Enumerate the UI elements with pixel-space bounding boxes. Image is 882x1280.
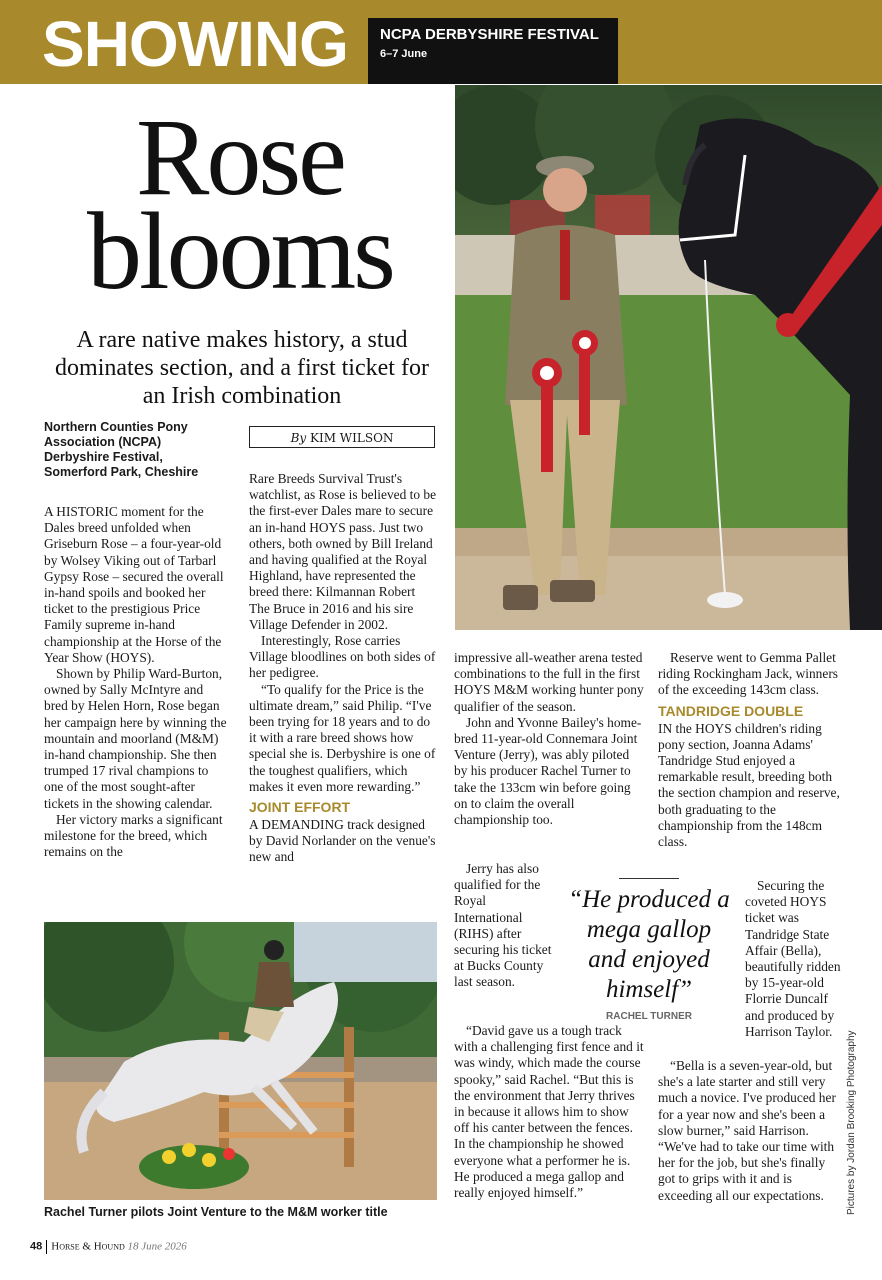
event-location: Northern Counties Pony Association (NCPA) Derbyshire Festival, Somerford Park, Cheshire bbox=[44, 420, 199, 479]
article-column-3-wrap bbox=[454, 861, 554, 991]
article-column-4-bottom bbox=[658, 1058, 842, 1204]
col3-paragraph-3: Jerry has also qualified for the Royal International (RIHS) after securing his ticket at Bucks County last season. bbox=[454, 861, 552, 990]
col2-paragraph-3: “To qualify for the Price is the ultimate dream,” said Philip. “I've been trying for 18 years and to do it with a rare breed shows how special she is. Derbyshire is one of the toughest qualifiers, which makes it even more rewarding.” bbox=[249, 681, 436, 794]
subheading-tandridge-double: TANDRIDGE DOUBLE bbox=[658, 702, 804, 719]
byline bbox=[249, 426, 435, 448]
headline-line-2: blooms bbox=[87, 190, 393, 312]
standfirst: A rare native makes history, a stud dominates section, and a first ticket for an Irish combination bbox=[55, 327, 429, 409]
col2-paragraph-4: A DEMANDING track designed by David Norlander on the venue's new and bbox=[249, 817, 436, 865]
col4-paragraph-2: IN the HOYS children's riding pony section, Joanna Adams' Tandridge Stud enjoyed a remarkable result, breeding both the section champion and reserve, both graduating to the championship from the 148cm class. bbox=[658, 720, 840, 850]
col4-paragraph-3: Securing the coveted HOYS ticket was Tandridge State Affair (Bella), beautifully ridden by 15-year-old Florrie Duncalf and produced by Harrison Taylor. bbox=[745, 878, 841, 1039]
byline-prefix: By bbox=[290, 431, 307, 445]
pull-quote-attribution: RACHEL TURNER bbox=[606, 1011, 692, 1022]
byline-name: KIM WILSON bbox=[310, 431, 394, 445]
col2-paragraph-2: Interestingly, Rose carries Village bloodlines on both sides of her pedigree. bbox=[249, 633, 436, 681]
headline bbox=[40, 96, 440, 312]
event-date: 6–7 June bbox=[380, 48, 428, 60]
issue-date: 18 June 2026 bbox=[127, 1240, 187, 1253]
main-photo-dales-mare bbox=[455, 85, 882, 630]
section-header bbox=[0, 0, 882, 84]
pull-quote bbox=[566, 878, 732, 1022]
photo-caption: Rachel Turner pilots Joint Venture to the M&M worker title bbox=[44, 1205, 388, 1219]
col4-paragraph-4: “Bella is a seven-year-old, but she's a late starter and still very much a novice. I've produced her for a year now and she's been a slow burner,” said Harrison. “We've had to take our time with her for the job, but she's finally got to grips with it and is exceeding all our expectations. bbox=[658, 1058, 836, 1203]
article-column-1 bbox=[44, 504, 230, 860]
article-column-3-top bbox=[454, 650, 644, 828]
main-photo-illustration bbox=[455, 85, 882, 630]
page-number: 48 bbox=[30, 1240, 43, 1253]
pull-quote-text: “He produced a mega gallop and enjoyed himself” bbox=[568, 886, 730, 1003]
photo-credit-text: Pictures by Jordan Brooking Photography bbox=[846, 1030, 857, 1215]
article-column-4-top bbox=[658, 650, 842, 850]
jumping-photo bbox=[44, 922, 437, 1200]
magazine-name: Horse & Hound bbox=[51, 1240, 125, 1253]
article-column-3-bottom bbox=[454, 1023, 644, 1201]
event-box bbox=[368, 18, 618, 84]
page-footer bbox=[30, 1240, 187, 1254]
article-column-4-wrap bbox=[745, 878, 842, 1040]
col1-paragraph-3: Her victory marks a significant milestone for the breed, which remains on the bbox=[44, 811, 223, 860]
jumping-photo-illustration bbox=[44, 922, 437, 1200]
photo-credit bbox=[846, 1010, 860, 1220]
col1-paragraph-2: Shown by Philip Ward-Burton, owned by Sally McIntyre and bred by Helen Horn, Rose began her campaign here by winning the mountain and moorland (M&M) in-hand championship. She then trumped 17 rival champions to one of the most sought-after tickets in the showing calendar. bbox=[44, 666, 227, 811]
article-column-2 bbox=[249, 471, 439, 866]
headline-line-1: Rose bbox=[136, 96, 344, 218]
col4-paragraph-1: Reserve went to Gemma Pallet riding Rockingham Jack, winners of the exceeding 143cm class. bbox=[658, 650, 838, 698]
event-title: NCPA DERBYSHIRE FESTIVAL bbox=[380, 26, 599, 43]
col1-paragraph-1: A HISTORIC moment for the Dales breed unfolded when Griseburn Rose – a four-year-old by Wolsey Viking out of Tarbarl Gypsy Rose – secured the overall in-hand spoils and booked her ticket to the prestigious Price Family supreme in-hand championship at the Horse of the Year Show (HOYS). bbox=[44, 504, 224, 665]
footer-divider bbox=[46, 1240, 47, 1254]
col3-paragraph-1: impressive all-weather arena tested combinations to the full in the first HOYS M&M working hunter pony qualifier of the season. bbox=[454, 650, 644, 714]
col3-paragraph-4: “David gave us a tough track with a challenging first fence and it was windy, which made the course spooky,” said Rachel. “But this is the environment that Jerry thrives in because it allows him to show off his canter between the fences. In the championship he showed everyone what a performer he is. He produced a mega gallop and really enjoyed himself.” bbox=[454, 1023, 644, 1201]
col3-paragraph-2: John and Yvonne Bailey's home-bred 11-year-old Connemara Joint Venture (Jerry), was ably piloted by his producer Rachel Turner to take the 133cm win before going on to claim the overall championship too. bbox=[454, 714, 642, 828]
subheading-joint-effort: JOINT EFFORT bbox=[249, 799, 351, 816]
pull-quote-rule bbox=[619, 878, 679, 879]
col2-paragraph-1: Rare Breeds Survival Trust's watchlist, as Rose is believed to be the first-ever Dales mare to secure an in-hand HOYS pass. Just two others, both owned by Bill Ireland and having qualified at the Royal Highland, have represented the breed there: Kilmannan Robert The Bruce in 2016 and his sire Village Defender in 2002. bbox=[249, 471, 437, 632]
section-title: SHOWING bbox=[42, 8, 348, 80]
